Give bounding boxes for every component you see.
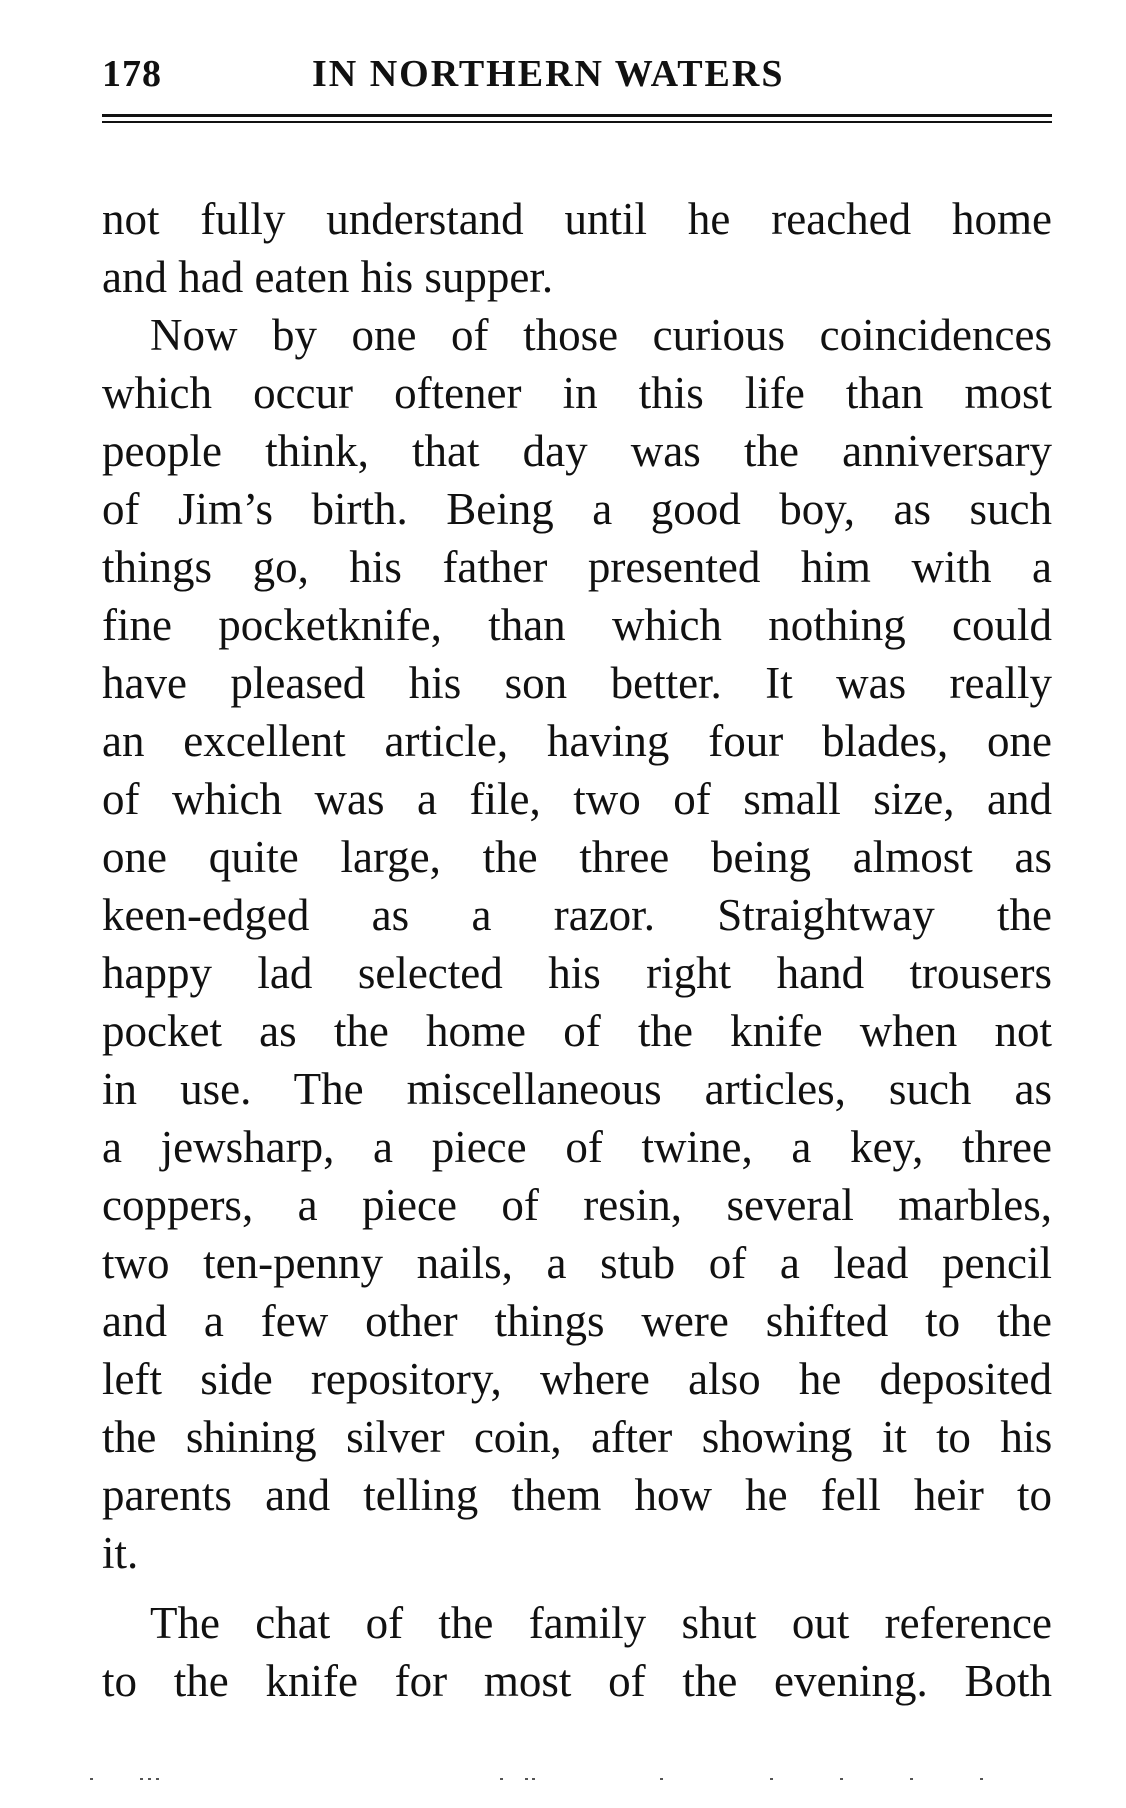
text-line: happy lad selected his right hand trousers xyxy=(102,948,1052,998)
text-line: to the knife for most of the evening. Both xyxy=(102,1656,1052,1706)
page-number: 178 xyxy=(102,53,162,95)
text-line: one quite large, the three being almost as xyxy=(102,832,1052,882)
text-line: The chat of the family shut out reference xyxy=(150,1598,1052,1648)
text-line: in use. The miscellaneous articles, such as xyxy=(102,1064,1052,1114)
text-line: parents and telling them how he fell heir to xyxy=(102,1470,1052,1520)
text-line: left side repository, where also he deposited xyxy=(102,1354,1052,1404)
text-line: which occur oftener in this life than most xyxy=(102,368,1052,418)
text-line: two ten-penny nails, a stub of a lead pencil xyxy=(102,1238,1052,1288)
text-line: keen-edged as a razor. Straightway the xyxy=(102,890,1052,940)
text-line: it. xyxy=(102,1528,139,1578)
text-line: and had eaten his supper. xyxy=(102,252,554,302)
running-title: IN NORTHERN WATERS xyxy=(312,53,785,95)
text-line: and a few other things were shifted to the xyxy=(102,1296,1052,1346)
text-line: have pleased his son better. It was really xyxy=(102,658,1052,708)
text-line: an excellent article, having four blades, one xyxy=(102,716,1052,766)
header-rule-thin xyxy=(102,121,1052,123)
paragraph-gap xyxy=(102,1582,1052,1594)
text-line: pocket as the home of the knife when not xyxy=(102,1006,1052,1056)
text-line: coppers, a piece of resin, several marbles, xyxy=(102,1180,1052,1230)
text-line: of Jim’s birth. Being a good boy, as such xyxy=(102,484,1052,534)
text-line: the shining silver coin, after showing it to his xyxy=(102,1412,1052,1462)
text-line: fine pocketknife, than which nothing could xyxy=(102,600,1052,650)
text-line: things go, his father presented him with a xyxy=(102,542,1052,592)
text-line: people think, that day was the anniversary xyxy=(102,426,1052,476)
body-text xyxy=(102,190,1052,1710)
page-header xyxy=(102,52,1052,102)
text-line: Now by one of those curious coincidences xyxy=(150,310,1052,360)
footer-specks xyxy=(80,1778,1060,1784)
text-line: of which was a file, two of small size, and xyxy=(102,774,1052,824)
text-line: a jewsharp, a piece of twine, a key, three xyxy=(102,1122,1052,1172)
text-line: not fully understand until he reached home xyxy=(102,194,1052,244)
header-rule-thick xyxy=(102,114,1052,117)
